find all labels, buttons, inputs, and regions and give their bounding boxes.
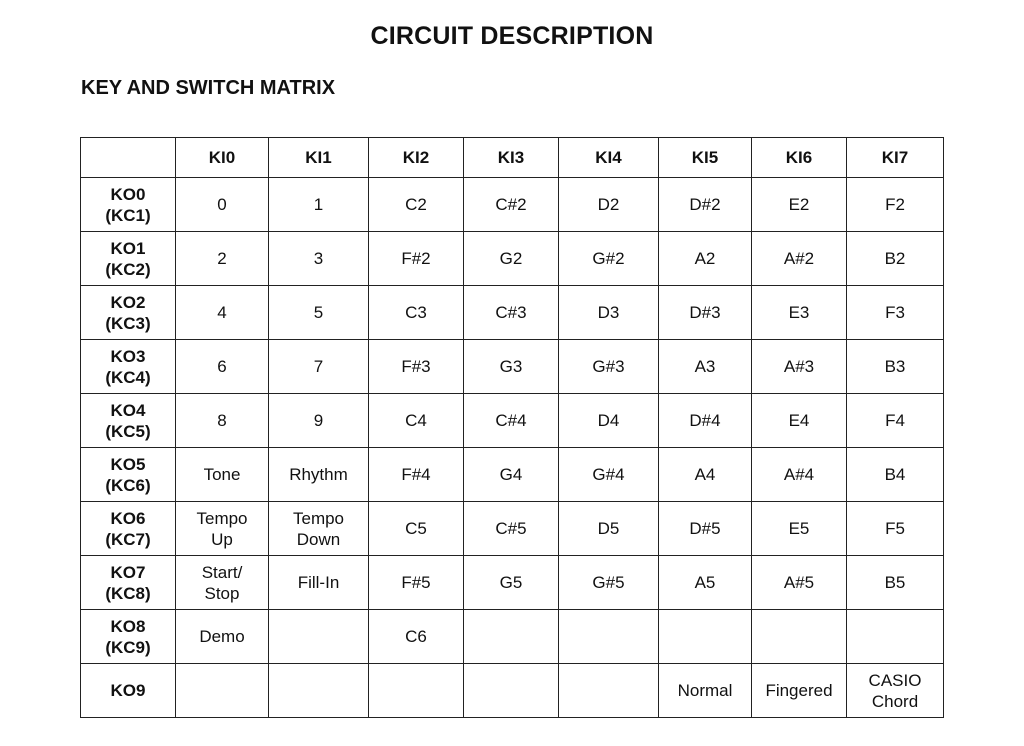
column-header: KI2 <box>369 138 464 178</box>
table-row <box>81 448 944 502</box>
table-cell: A#5 <box>752 556 847 610</box>
table-cell: E3 <box>752 286 847 340</box>
table-cell: G#5 <box>559 556 659 610</box>
table-cell <box>464 664 559 718</box>
table-cell: E2 <box>752 178 847 232</box>
row-header: KO5 (KC6) <box>81 448 176 502</box>
corner-cell <box>81 138 176 178</box>
table-row <box>81 610 944 664</box>
table-cell: F4 <box>847 394 944 448</box>
row-header: KO8 (KC9) <box>81 610 176 664</box>
table-cell: C#3 <box>464 286 559 340</box>
table-cell: B4 <box>847 448 944 502</box>
table-cell: B3 <box>847 340 944 394</box>
page-title: CIRCUIT DESCRIPTION <box>370 22 654 50</box>
table-cell: F2 <box>847 178 944 232</box>
table-cell: Normal <box>659 664 752 718</box>
table-cell: B5 <box>847 556 944 610</box>
table-cell: CASIO Chord <box>847 664 944 718</box>
table-cell: 4 <box>176 286 269 340</box>
column-header: KI4 <box>559 138 659 178</box>
table-cell: E4 <box>752 394 847 448</box>
table-cell <box>269 664 369 718</box>
table-cell: D3 <box>559 286 659 340</box>
table-cell: G#4 <box>559 448 659 502</box>
table-cell: Tempo Down <box>269 502 369 556</box>
table-cell: G5 <box>464 556 559 610</box>
table-cell: 9 <box>269 394 369 448</box>
table-row <box>81 340 944 394</box>
table-cell: Fill-In <box>269 556 369 610</box>
table-cell: A2 <box>659 232 752 286</box>
table-cell: C5 <box>369 502 464 556</box>
table-cell <box>847 610 944 664</box>
table-cell: Rhythm <box>269 448 369 502</box>
table-row <box>81 232 944 286</box>
row-header: KO1 (KC2) <box>81 232 176 286</box>
table-row <box>81 502 944 556</box>
table-cell: G#3 <box>559 340 659 394</box>
row-header: KO0 (KC1) <box>81 178 176 232</box>
row-header: KO3 (KC4) <box>81 340 176 394</box>
column-header: KI7 <box>847 138 944 178</box>
table-cell: A#4 <box>752 448 847 502</box>
table-cell: F#3 <box>369 340 464 394</box>
table-cell: Start/ Stop <box>176 556 269 610</box>
table-row <box>81 556 944 610</box>
table-cell: E5 <box>752 502 847 556</box>
table-cell: 3 <box>269 232 369 286</box>
table-cell: D4 <box>559 394 659 448</box>
table-cell: D#2 <box>659 178 752 232</box>
table-cell: C6 <box>369 610 464 664</box>
table-cell: G3 <box>464 340 559 394</box>
table-cell: D#4 <box>659 394 752 448</box>
key-switch-matrix-table <box>80 137 944 718</box>
table-cell: Tempo Up <box>176 502 269 556</box>
table-cell <box>559 610 659 664</box>
table-cell: 0 <box>176 178 269 232</box>
table-cell: A5 <box>659 556 752 610</box>
table-cell: 6 <box>176 340 269 394</box>
table-cell: D#5 <box>659 502 752 556</box>
table-cell <box>369 664 464 718</box>
table-cell: 8 <box>176 394 269 448</box>
column-header: KI1 <box>269 138 369 178</box>
table-cell <box>464 610 559 664</box>
table-cell: C#4 <box>464 394 559 448</box>
table-cell: F5 <box>847 502 944 556</box>
row-header: KO9 <box>81 664 176 718</box>
table-cell: 5 <box>269 286 369 340</box>
column-header: KI5 <box>659 138 752 178</box>
table-row <box>81 286 944 340</box>
table-cell: B2 <box>847 232 944 286</box>
table-cell: F#5 <box>369 556 464 610</box>
table-cell: F3 <box>847 286 944 340</box>
header-row <box>81 138 944 178</box>
row-header: KO2 (KC3) <box>81 286 176 340</box>
table-cell: 7 <box>269 340 369 394</box>
table-cell: D#3 <box>659 286 752 340</box>
table-cell: 2 <box>176 232 269 286</box>
table-row <box>81 178 944 232</box>
table-row <box>81 664 944 718</box>
row-header: KO4 (KC5) <box>81 394 176 448</box>
table-cell <box>659 610 752 664</box>
table-row <box>81 394 944 448</box>
section-title: KEY AND SWITCH MATRIX <box>81 77 336 99</box>
table-cell <box>559 664 659 718</box>
table-cell: C#5 <box>464 502 559 556</box>
table-cell: F#2 <box>369 232 464 286</box>
table-cell: D5 <box>559 502 659 556</box>
column-header: KI6 <box>752 138 847 178</box>
table-cell: Demo <box>176 610 269 664</box>
table-cell: C2 <box>369 178 464 232</box>
table-cell: Tone <box>176 448 269 502</box>
table-cell: F#4 <box>369 448 464 502</box>
table-cell <box>176 664 269 718</box>
table-cell: A3 <box>659 340 752 394</box>
row-header: KO6 (KC7) <box>81 502 176 556</box>
table-cell <box>752 610 847 664</box>
column-header: KI0 <box>176 138 269 178</box>
table-cell: A#2 <box>752 232 847 286</box>
table-cell: 1 <box>269 178 369 232</box>
table-cell <box>269 610 369 664</box>
table-cell: G2 <box>464 232 559 286</box>
column-header: KI3 <box>464 138 559 178</box>
table-cell: G#2 <box>559 232 659 286</box>
table-cell: C#2 <box>464 178 559 232</box>
table-cell: A4 <box>659 448 752 502</box>
table-cell: A#3 <box>752 340 847 394</box>
table-cell: C4 <box>369 394 464 448</box>
table-cell: D2 <box>559 178 659 232</box>
table-cell: C3 <box>369 286 464 340</box>
row-header: KO7 (KC8) <box>81 556 176 610</box>
table-cell: Fingered <box>752 664 847 718</box>
table-cell: G4 <box>464 448 559 502</box>
